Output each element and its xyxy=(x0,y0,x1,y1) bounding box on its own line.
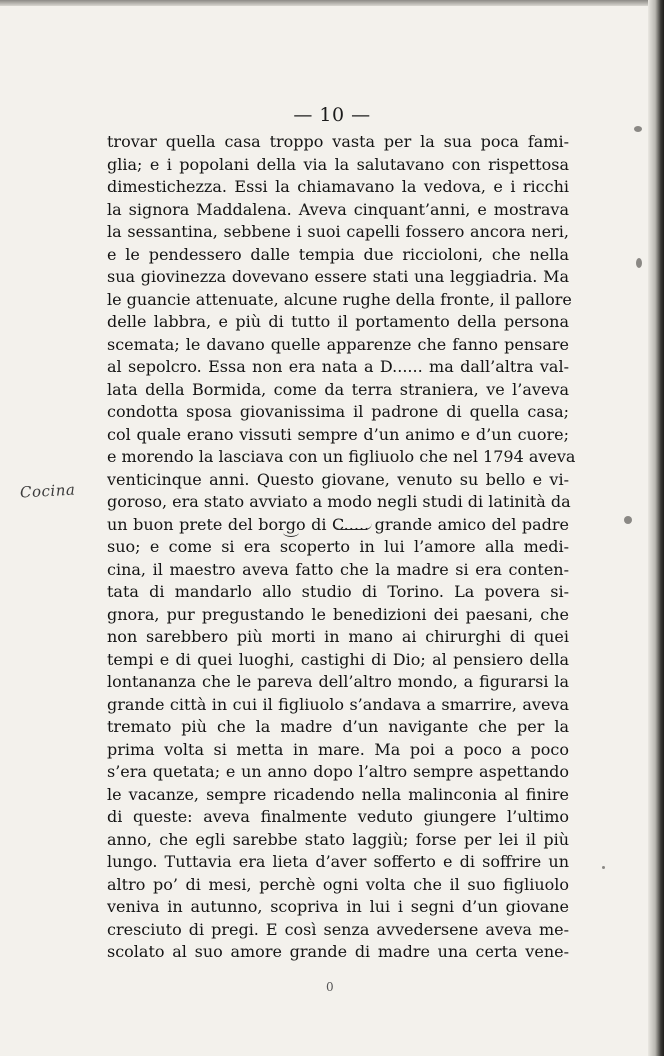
text-line: al sepolcro. Essa non era nata a D...... ma dall’altra val- xyxy=(107,357,569,376)
text-line: tempi e di quei luoghi, castighi di Dio; al pensiero della xyxy=(107,649,569,669)
text-line: grande città in cui il figliuolo s’andava a smarrire, aveva xyxy=(107,694,569,714)
page-top-shadow xyxy=(0,0,664,6)
page-number: — 10 — xyxy=(293,104,371,126)
text-line: suo; e come si era scoperto in lui l’amore alla medi- xyxy=(107,537,569,556)
text-line: dimestichezza. Essi la chiamavano la vedova, e i ricchi xyxy=(107,177,569,196)
text-line: le guancie attenuate, alcune rughe della fronte, il pallore xyxy=(107,289,572,309)
paper-speck xyxy=(634,126,642,132)
text-line: tremato più che la madre d’un navigante che per la xyxy=(107,717,569,736)
text-line: prima volta si metta in mare. Ma poi a poco a poco xyxy=(107,739,569,759)
body-text xyxy=(107,131,576,964)
text-line: col quale erano vissuti sempre d’un animo e d’un cuore; xyxy=(107,424,569,444)
text-line: lungo. Tuttavia era lieta d’aver sofferto e di soffrire un xyxy=(107,852,569,871)
text-line: scemata; le davano quelle apparenze che fanno pensare xyxy=(107,334,569,354)
text-line: lata della Bormida, come da terra straniera, ve l’aveva xyxy=(107,379,569,399)
footer-mark: 0 xyxy=(326,980,334,994)
text-line: la signora Maddalena. Aveva cinquant’anni, e mostrava xyxy=(107,199,569,219)
handwritten-insert-mark xyxy=(283,528,299,537)
handwritten-margin-note: Cocina xyxy=(19,480,76,502)
text-line: scolato al suo amore grande di madre una certa vene- xyxy=(107,942,569,961)
text-line: le vacanze, sempre ricadendo nella malinconia al finire xyxy=(107,784,569,804)
text-line: delle labbra, e più di tutto il portamento della persona xyxy=(107,312,569,331)
text-line: e morendo la lasciava con un figliuolo che nel 1794 aveva xyxy=(107,447,576,466)
text-line: condotta sposa giovanissima il padrone di quella casa; xyxy=(107,402,569,421)
text-line: un buon prete del borgo di C..... grande amico del padre xyxy=(107,514,569,534)
text-line: di queste: aveva finalmente veduto giungere l’ultimo xyxy=(107,807,569,826)
text-line: gnora, pur pregustando le benedizioni dei paesani, che xyxy=(107,604,569,624)
text-line: sua giovinezza dovevano essere stati una leggiadria. Ma xyxy=(107,267,569,286)
text-line: cresciuto di pregi. E così senza avvedersene aveva me- xyxy=(107,919,569,939)
text-line: anno, che egli sarebbe stato laggiù; forse per lei il più xyxy=(107,829,569,849)
paper-speck xyxy=(602,866,605,869)
text-line: venticinque anni. Questo giovane, venuto su bello e vi- xyxy=(107,469,569,489)
text-line: goroso, era stato avviato a modo negli studi di latinità da xyxy=(107,492,571,511)
text-line: cina, il maestro aveva fatto che la madre si era conten- xyxy=(107,559,569,579)
text-line: s’era quetata; e un anno dopo l’altro sempre aspettando xyxy=(107,762,569,781)
text-line: tata di mandarlo allo studio di Torino. La povera si- xyxy=(107,582,569,601)
page-binding-edge xyxy=(648,0,664,1056)
text-line: glia; e i popolani della via la salutavano con rispettosa xyxy=(107,154,569,174)
text-line: trovar quella casa troppo vasta per la sua poca fami- xyxy=(107,132,569,151)
text-line: lontananza che le pareva dell’altro mondo, a figurarsi la xyxy=(107,672,569,691)
text-line: altro po’ di mesi, perchè ogni volta che il suo figliuolo xyxy=(107,874,569,894)
text-line: veniva in autunno, scopriva in lui i segni d’un giovane xyxy=(107,897,569,916)
text-line: la sessantina, sebbene i suoi capelli fossero ancora neri, xyxy=(107,222,569,241)
paper-speck xyxy=(624,516,632,524)
text-line: e le pendessero dalle tempia due riccioloni, che nella xyxy=(107,244,569,264)
handwritten-underline-mark xyxy=(334,523,372,530)
text-line: non sarebbero più morti in mano ai chirurghi di quei xyxy=(107,627,569,646)
paper-speck xyxy=(636,258,642,268)
